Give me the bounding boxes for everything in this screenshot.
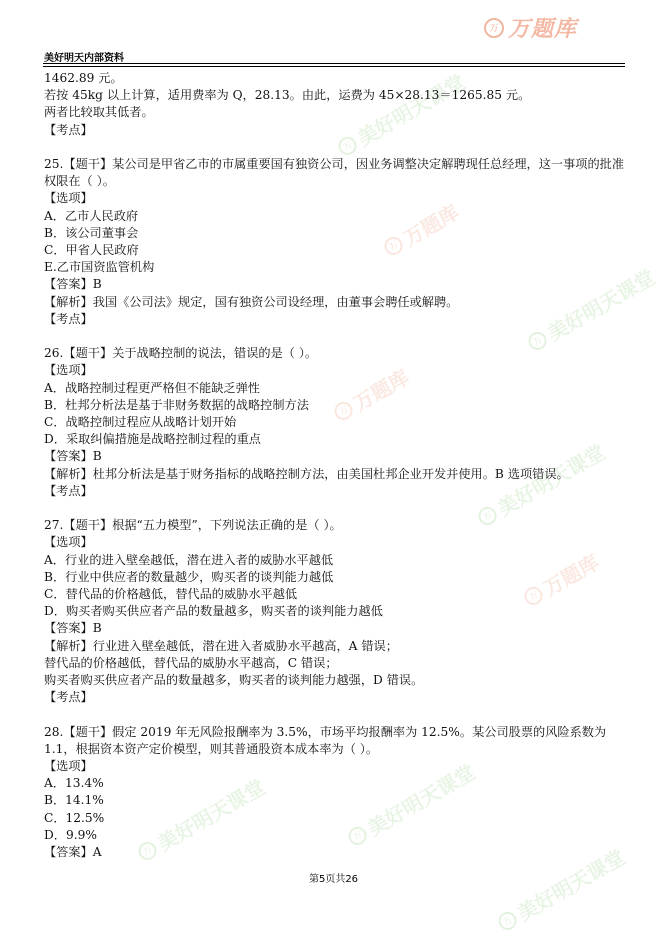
text-line: 【考点】 (44, 122, 93, 137)
question-stem: 28.【题干】假定 2019 年无风险报酬率为 3.5%，市场平均报酬率为 12.5%。某公司股票的风险系数为 1.1，根据资本资产定价模型，则其普通股资本成本率为（ ）。 (44, 724, 607, 756)
option-a: A．战略控制过程更严格但不能缺乏弹性 (44, 380, 260, 395)
watermark: 万 美好明天课堂 (492, 841, 629, 937)
text-line: 【选项】 (44, 535, 93, 550)
text-line: 1462.89 元。 (44, 71, 123, 85)
explanation: 【解析】行业进入壁垒越低，潜在进入者威胁水平越高，A 错误； (44, 638, 398, 653)
logo-mark-icon: 万 (484, 18, 504, 38)
watermark: 万 万题库 (518, 546, 604, 612)
text-line: 两者比较取其低者。 (44, 105, 154, 120)
header-rule-top (43, 63, 625, 64)
option-a: A．行业的进入壁垒越低，潜在进入者的威胁水平越低 (44, 552, 334, 567)
question-stem: 27.【题干】根据“五力模型”，下列说法正确的是（ ）。 (44, 518, 342, 533)
watermark-logo-icon: 万 (331, 398, 356, 423)
spacer (44, 706, 629, 723)
option-c: C．甲省人民政府 (44, 243, 139, 258)
option-e: E.乙市国资监管机构 (44, 260, 155, 275)
text-line: 【选项】 (44, 759, 93, 774)
question-stem: 25.【题干】某公司是甲省乙市的市属重要国有独资公司，因业务调整决定解聘现任总经理，这一事项的批准权限在（ ）。 (44, 157, 625, 189)
text-line: 若按 45kg 以上计算，适用费率为 Q，28.13。由此，运费为 45×28.13＝1265.85 元。 (44, 88, 531, 103)
text-line: 【选项】 (44, 363, 93, 378)
spacer (44, 328, 629, 345)
option-d: D．购买者购买供应者产品的数量越多，购买者的谈判能力越低 (44, 604, 383, 619)
watermark-logo-icon: 万 (135, 838, 160, 863)
answer: 【答案】B (44, 621, 102, 636)
spacer (44, 500, 629, 517)
watermark-logo-icon: 万 (475, 503, 500, 528)
header-title: 美好明天内部资料 (44, 53, 124, 64)
answer: 【答案】A (44, 845, 102, 860)
header-logo (484, 12, 577, 43)
option-d: D．采取纠偏措施是战略控制过程的重点 (44, 432, 261, 447)
header-rule-bottom (43, 66, 625, 67)
watermark: 万 美好明天课堂 (522, 261, 659, 357)
option-d: D．9.9% (44, 827, 97, 842)
watermark: 万 万题库 (328, 361, 414, 427)
option-b: B．该公司董事会 (44, 225, 139, 240)
text-line: 【选项】 (44, 191, 93, 206)
explanation: 购买者购买供应者产品的数量越多，购买者的谈判能力越强，D 错误。 (44, 673, 424, 688)
text-line: 【考点】 (44, 311, 93, 326)
option-c: C．战略控制过程应从战略计划开始 (44, 415, 237, 430)
watermark: 万 美好明天课堂 (342, 756, 479, 852)
question-stem: 26.【题干】关于战略控制的说法，错误的是（ ）。 (44, 346, 318, 361)
watermark: 万 美好明天课堂 (332, 66, 469, 162)
explanation: 替代品的价格越低，替代品的威胁水平越高，C 错误； (44, 655, 338, 670)
option-c: C．12.5% (44, 810, 105, 825)
text-line: 【考点】 (44, 483, 93, 498)
watermark-logo-icon: 万 (521, 583, 546, 608)
watermark-logo-icon: 万 (335, 133, 360, 158)
watermark-logo-icon: 万 (525, 328, 550, 353)
option-a: A．乙市人民政府 (44, 208, 139, 223)
watermark-logo-icon: 万 (495, 908, 520, 933)
document-body (44, 70, 629, 861)
logo-text: 万题库 (508, 17, 578, 42)
option-c: C．替代品的价格越低，替代品的威胁水平越低 (44, 587, 298, 602)
text-line: 【考点】 (44, 690, 93, 705)
option-b: B．杜邦分析法是基于非财务数据的战略控制方法 (44, 397, 309, 412)
watermark: 万 美好明天课堂 (132, 771, 269, 867)
option-b: B．行业中供应者的数量越少，购买者的谈判能力越低 (44, 569, 334, 584)
explanation: 【解析】杜邦分析法是基于财务指标的战略控制方法，由美国杜邦企业开发并使用。B 选项错误。 (44, 466, 569, 481)
option-b: B．14.1% (44, 793, 104, 808)
answer: 【答案】B (44, 449, 102, 464)
page-number: 第5页共26 (308, 874, 359, 885)
watermark-logo-icon: 万 (345, 823, 370, 848)
answer: 【答案】B (44, 277, 102, 292)
watermark-logo-icon: 万 (381, 233, 406, 258)
watermark: 万 美好明天课堂 (472, 436, 609, 532)
watermark: 万 万题库 (378, 196, 464, 262)
option-a: A．13.4% (44, 776, 104, 791)
explanation: 【解析】我国《公司法》规定，国有独资公司设经理，由董事会聘任或解聘。 (44, 294, 459, 309)
spacer (44, 139, 629, 156)
